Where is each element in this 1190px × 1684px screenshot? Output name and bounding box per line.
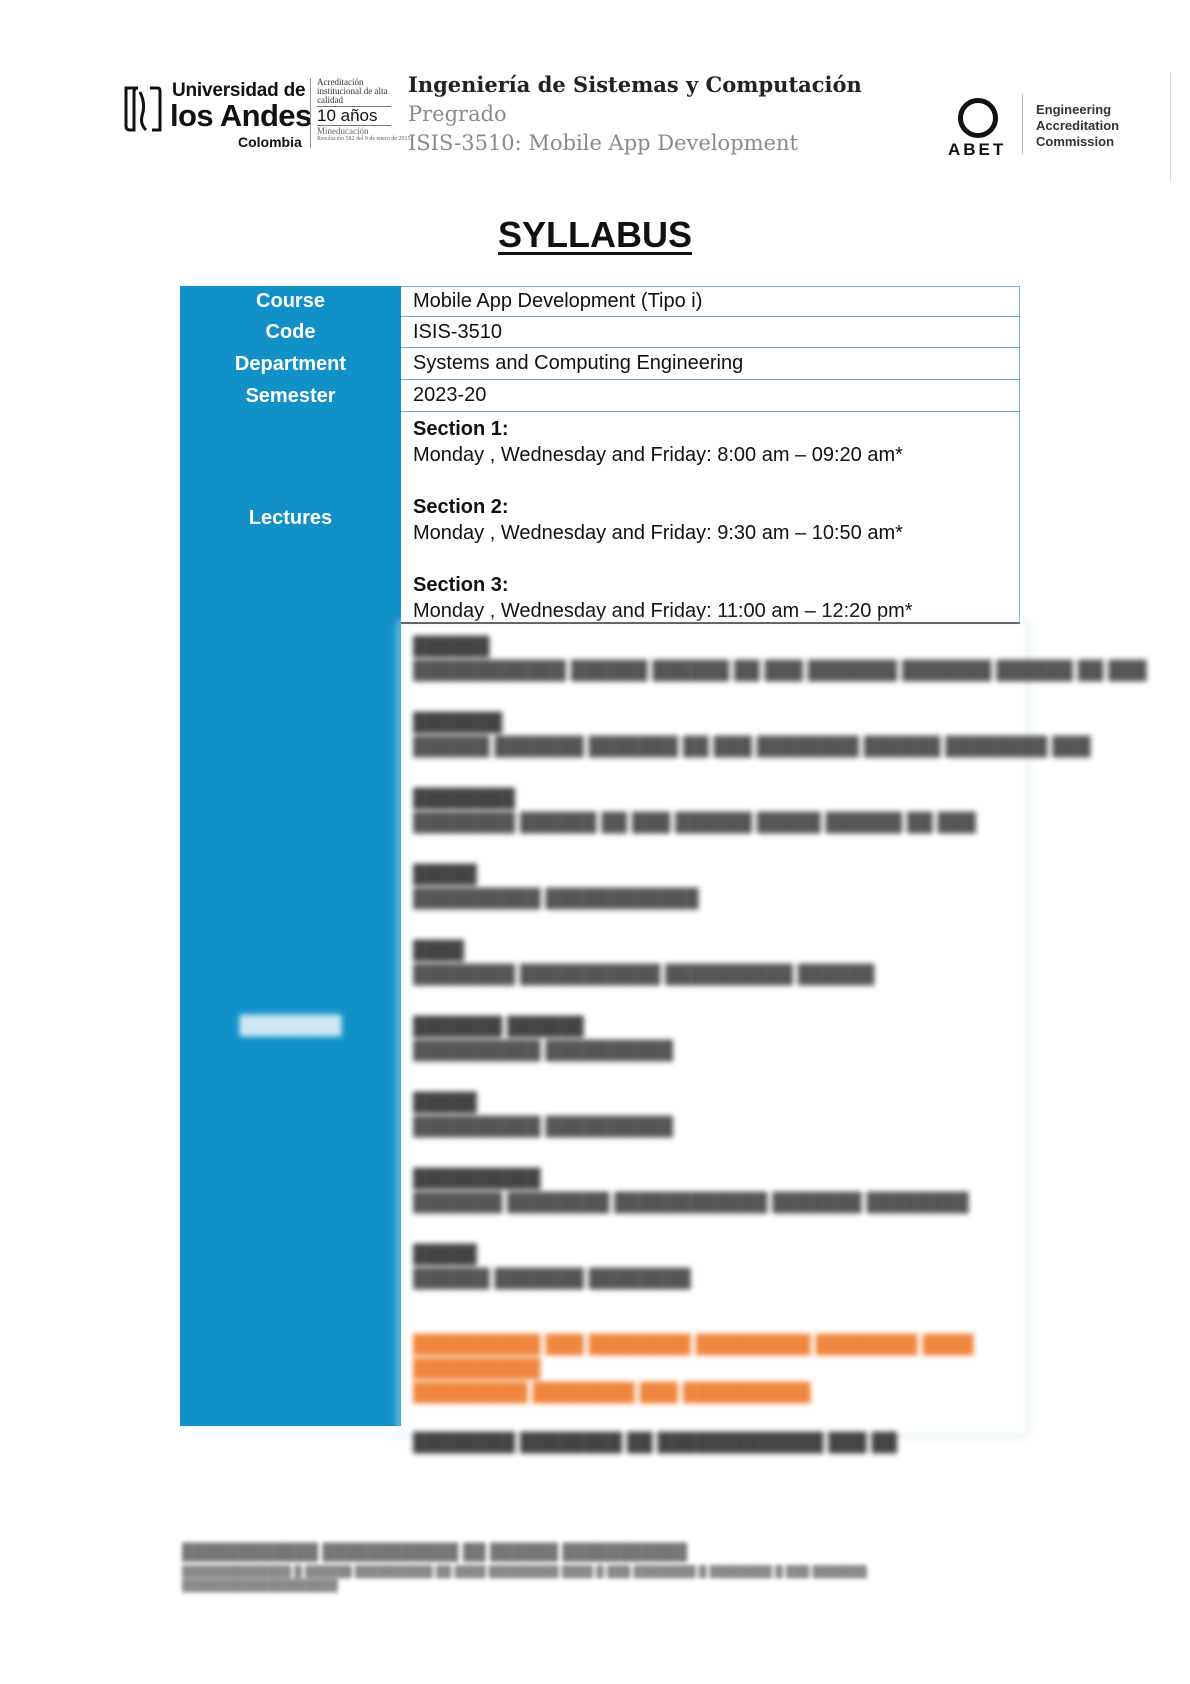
abet-line3: Commission — [1036, 134, 1115, 149]
department-title: Ingeniería de Sistemas y Computación — [408, 72, 862, 97]
section-3-title: Section 3: — [413, 574, 509, 596]
accreditation-ministry: Mineducación — [317, 126, 369, 136]
abet-divider — [1022, 94, 1023, 154]
table-row-lectures — [180, 412, 1020, 624]
section-3-schedule: Monday , Wednesday and Friday: 11:00 am – 12:20 pm* — [413, 600, 913, 622]
abet-circle-icon — [958, 98, 998, 138]
row-value-course: Mobile App Development (Tipo i) — [401, 286, 1020, 317]
abet-logo — [940, 72, 1171, 182]
table-row-semester — [180, 380, 1020, 412]
table-row-course — [180, 286, 1020, 317]
row-value-redacted: ██████ ████████████ ██████ ██████ ██ ███ ███████ ███████ ██████ ██ ███ ███████ ██████ ███████ ███████ ██ ███ ████████ ██████ ████████ ███ ████████ ████████ ██████ ██ ███ ██████ █████ ██████ ██ ███ █████ ██████████ ████████████ ████ ████████ ███████████ ██████████ ██████ ███████ ██████ ██████████ ██████████ █████ ██████████ ██████████ ██████████ ███████ ████████ ████████████ ███████ ████████ █████ ██████ ███████ ████████ ██████████ ███ ████████ █████████ ████████ ████ ██████████ █████████ ████████ ███ ██████████ ████████ ████████ ██ █████████████ ███ ██ — [401, 624, 1026, 1434]
table-row-department — [180, 348, 1020, 380]
university-name-line1: Universidad de — [172, 80, 306, 101]
program-level: Pregrado — [408, 102, 507, 126]
row-label-code: Code — [180, 317, 401, 348]
abet-line2: Accreditation — [1036, 118, 1120, 133]
accreditation-text: Acreditación institucional de alta calidad — [317, 77, 388, 105]
page-title: SYLLABUS — [497, 214, 692, 255]
abet-commission-text — [1036, 102, 1119, 150]
course-code-title: ISIS-3510: Mobile App Development — [408, 131, 798, 155]
row-value-lectures — [401, 412, 1020, 624]
row-label-department: Department — [180, 348, 401, 380]
table-row-office-hours-redacted — [180, 624, 1147, 1452]
universidad-de-los-andes-logo — [120, 78, 310, 150]
accreditation-resolution: Resolución 582 del 9 de enero de 2015 — [317, 136, 411, 142]
page-header — [0, 0, 1190, 190]
row-label-redacted: ████████ — [180, 624, 401, 1426]
row-value-semester: 2023-20 — [401, 380, 1020, 412]
abet-wordmark: ABET — [948, 140, 1007, 159]
los-andes-emblem-icon — [120, 82, 164, 134]
university-name-line2: los Andes — [170, 98, 312, 133]
abet-line1: Engineering — [1036, 102, 1112, 117]
row-value-code: ISIS-3510 — [401, 317, 1020, 348]
university-country: Colombia — [238, 134, 302, 150]
table-row-code — [180, 317, 1020, 348]
section-1-title: Section 1: — [413, 418, 509, 440]
row-label-course: Course — [180, 286, 401, 317]
row-value-department: Systems and Computing Engineering — [401, 348, 1020, 380]
row-label-lectures: Lectures — [180, 412, 401, 624]
section-1-schedule: Monday , Wednesday and Friday: 8:00 am – 09:20 am* — [413, 444, 903, 466]
accreditation-years: 10 años — [317, 106, 391, 126]
page-footer-redacted: ████████████ ████████████ ██ ██████ ███████████ ██████████████ █ ██████ ██████████ ██ ████ █████████ ████ █ ███ ████████ █ ████████ █ ███ ███████ ████████████████████ — [182, 1544, 867, 1592]
accreditation-seal — [310, 77, 411, 148]
row-label-semester: Semester — [180, 380, 401, 412]
section-2-schedule: Monday , Wednesday and Friday: 9:30 am – 10:50 am* — [413, 522, 903, 544]
section-2-title: Section 2: — [413, 496, 509, 518]
